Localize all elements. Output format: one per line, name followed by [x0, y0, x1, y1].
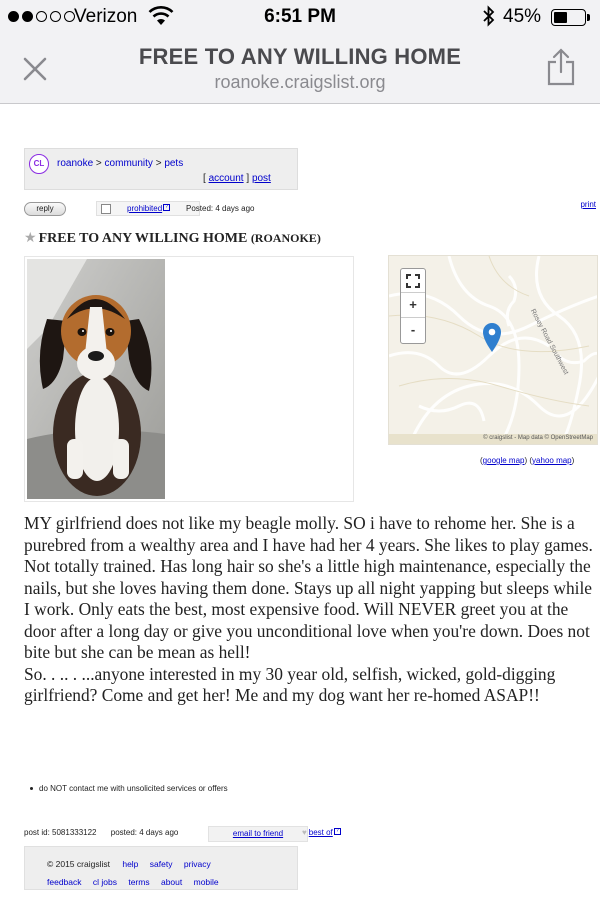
breadcrumb-community[interactable]: community	[104, 158, 153, 169]
account-links: [ account ] post	[203, 173, 271, 184]
help-icon[interactable]: ?	[163, 204, 170, 211]
footer-link-safety[interactable]: safety	[149, 859, 173, 869]
footer-link-about[interactable]: about	[160, 877, 183, 887]
post-footer-time: posted: 4 days ago	[110, 828, 179, 837]
carrier-name: Verizon	[74, 6, 138, 27]
status-bar	[0, 0, 600, 34]
map-attribution: © craigslist - Map data © OpenStreetMap	[483, 435, 593, 441]
browser-nav-bar	[0, 34, 600, 104]
body-paragraph: So. . .. . ...anyone interested in my 30 year old, selfish, wicked, gold-digging girlfriend? Come and get her! Me and my dog want her re-homed ASAP!!	[24, 663, 556, 705]
bluetooth-icon	[482, 5, 496, 27]
best-of-link[interactable]: best of	[308, 828, 333, 837]
location-map[interactable]	[388, 255, 598, 445]
posting-title-text: FREE TO ANY WILLING HOME	[38, 231, 248, 246]
map-controls	[400, 268, 426, 344]
beagle-photo[interactable]	[27, 259, 165, 499]
footer-link-terms[interactable]: terms	[128, 877, 150, 887]
star-icon[interactable]: ★	[24, 231, 37, 246]
footer-link-mobile[interactable]: mobile	[193, 877, 219, 887]
fullscreen-icon[interactable]	[401, 269, 425, 293]
post-footer	[24, 828, 596, 842]
battery-fill	[554, 12, 567, 23]
google-map-link[interactable]: google map	[482, 456, 525, 465]
footer-link-cl-jobs[interactable]: cl jobs	[92, 877, 117, 887]
street-label: Rosey Road Southwest	[528, 308, 570, 376]
footer-link-privacy[interactable]: privacy	[183, 859, 211, 869]
post-link[interactable]: post	[251, 173, 271, 184]
bullet-icon	[30, 787, 33, 790]
battery-percent: 45%	[503, 6, 542, 27]
craigslist-header	[24, 148, 298, 190]
clock: 6:51 PM	[264, 6, 336, 27]
post-id: post id: 5081333122	[24, 828, 97, 837]
breadcrumb-roanoke[interactable]: roanoke	[57, 158, 94, 169]
map-links: (google map) (yahoo map)	[480, 456, 575, 465]
battery-icon	[551, 9, 591, 26]
breadcrumb-separator: >	[155, 158, 162, 169]
posting-title	[24, 230, 321, 247]
site-footer	[24, 846, 298, 890]
heart-icon: ♥	[302, 828, 307, 837]
reply-button[interactable]: reply	[24, 202, 66, 216]
breadcrumb	[57, 158, 183, 169]
prohibited-link[interactable]: prohibited	[127, 204, 163, 213]
flag-box	[96, 201, 200, 216]
photo-frame	[24, 256, 354, 502]
best-of	[302, 828, 341, 837]
breadcrumb-separator: >	[95, 158, 102, 169]
footer-link-help[interactable]: help	[122, 859, 139, 869]
print-link[interactable]: print	[580, 200, 596, 209]
copyright: © 2015 craigslist	[47, 859, 110, 869]
page-url[interactable]: roanoke.craigslist.org	[214, 72, 386, 92]
email-to-friend-link[interactable]: email to friend	[232, 829, 284, 838]
craigslist-logo[interactable]: CL	[29, 154, 49, 174]
posted-time: Posted: 4 days ago	[186, 204, 255, 213]
email-box	[208, 826, 308, 842]
footer-link-feedback[interactable]: feedback	[47, 877, 82, 887]
help-icon[interactable]: ?	[334, 828, 341, 835]
body-paragraph: MY girlfriend does not like my beagle molly. SO i have to rehome her. She is a purebred from a wealthy area and I have had her 4 years. She likes to play games. Not totally trained. Has long hair so she's a little high maintenance, especially the nails, but she loves having them done. Stays up all night yapping but sleeps while I work. Only eats the best, most expensive food. Will NEVER greet you at the door after a long day or give you unconditional love when you're down. Does not bite but she can be mean as hell!	[24, 513, 593, 662]
account-link[interactable]: account	[208, 173, 244, 184]
posting-body	[24, 513, 598, 707]
post-action-bar	[24, 200, 596, 218]
yahoo-map-link[interactable]: yahoo map	[532, 456, 572, 465]
flag-checkbox[interactable]	[101, 204, 111, 214]
contact-notice	[30, 784, 228, 793]
page-title: FREE TO ANY WILLING HOME	[138, 44, 462, 69]
zoom-in-icon[interactable]: +	[401, 294, 425, 318]
zoom-out-icon[interactable]: -	[410, 322, 416, 337]
posting-location: (ROANOKE)	[250, 231, 321, 245]
breadcrumb-pets[interactable]: pets	[164, 158, 184, 169]
notice-text: do NOT contact me with unsolicited services or offers	[39, 784, 228, 793]
share-icon[interactable]	[546, 48, 576, 86]
